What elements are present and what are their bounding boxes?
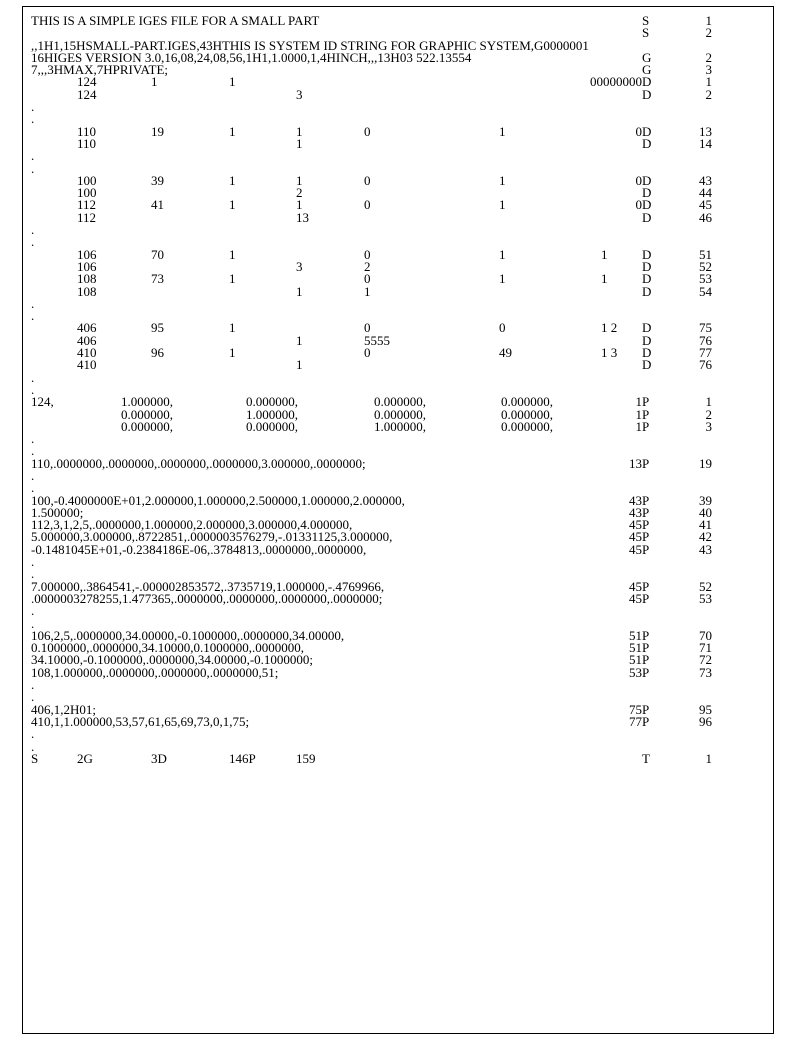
sequence-number: 70 bbox=[699, 627, 712, 643]
field: 1 bbox=[229, 123, 236, 139]
field: 0 bbox=[364, 123, 371, 139]
field: 146P bbox=[229, 750, 256, 766]
sequence-number: 76 bbox=[699, 357, 712, 373]
field: 3 bbox=[296, 86, 303, 102]
field: 0.000000, bbox=[501, 418, 553, 434]
listing-line bbox=[31, 713, 765, 729]
field: . bbox=[31, 467, 35, 483]
field: 0 bbox=[364, 197, 371, 213]
field: 73 bbox=[151, 271, 164, 287]
field: 1 2 bbox=[601, 320, 618, 336]
field: 19 bbox=[151, 123, 164, 139]
section-letter: D bbox=[642, 172, 652, 188]
field: 0.000000, bbox=[246, 394, 298, 410]
field: 2 bbox=[296, 185, 303, 201]
field: 0 bbox=[364, 246, 371, 262]
section-letter: D bbox=[642, 197, 652, 213]
field: . bbox=[31, 295, 35, 311]
sequence-number: 75 bbox=[699, 320, 712, 336]
field: 1 bbox=[229, 246, 236, 262]
field: . bbox=[31, 99, 35, 115]
listing-line bbox=[31, 258, 765, 274]
section-letter: D bbox=[642, 345, 652, 361]
field: 0.000000, bbox=[374, 406, 426, 422]
section-letter: P bbox=[642, 455, 650, 471]
field: 5555 bbox=[364, 332, 390, 348]
field: . bbox=[31, 308, 35, 324]
field: 108 bbox=[77, 283, 97, 299]
field: 5.000000,3.000000,.8722851,.0000003576279,-.01331125,3.000000, bbox=[31, 529, 393, 545]
field: 0.000000, bbox=[501, 406, 553, 422]
field: 1 bbox=[229, 172, 236, 188]
section-letter: P bbox=[642, 590, 650, 606]
sequence-number: 77 bbox=[699, 345, 712, 361]
listing-line bbox=[31, 64, 765, 76]
listing-line bbox=[31, 224, 765, 236]
section-letter: D bbox=[642, 320, 652, 336]
field: 45 bbox=[629, 529, 642, 545]
listing-line bbox=[31, 359, 765, 371]
field: . bbox=[31, 566, 35, 582]
sequence-number: 43 bbox=[699, 172, 712, 188]
field: 13 bbox=[629, 455, 642, 471]
section-letter: G bbox=[642, 49, 652, 65]
field: 1 bbox=[499, 246, 506, 262]
section-letter: S bbox=[642, 25, 650, 41]
field: 100,-0.4000000E+01,2.000000,1.000000,2.500000,1.000000,2.000000, bbox=[31, 492, 405, 508]
field: 95 bbox=[151, 320, 164, 336]
field: 1 bbox=[296, 332, 303, 348]
field: 0 bbox=[635, 172, 642, 188]
section-letter: S bbox=[642, 13, 650, 28]
field: 1 bbox=[499, 123, 506, 139]
sequence-number: 46 bbox=[699, 209, 712, 225]
field: 0.000000, bbox=[374, 394, 426, 410]
listing-line bbox=[31, 467, 765, 483]
field: 1 bbox=[296, 357, 303, 373]
field: 75 bbox=[629, 701, 642, 717]
field: . bbox=[31, 443, 35, 459]
listing-line bbox=[31, 246, 765, 262]
sequence-number: 2 bbox=[705, 406, 712, 422]
field: . bbox=[31, 726, 35, 742]
field: 1 bbox=[229, 271, 236, 287]
sequence-number: 13 bbox=[699, 123, 712, 139]
field: 13 bbox=[296, 209, 309, 225]
field: 110 bbox=[77, 135, 97, 151]
field: 410 bbox=[77, 345, 97, 361]
field: 45 bbox=[629, 541, 642, 557]
field: 108,1.000000,.0000000,.0000000,.0000000,51; bbox=[31, 664, 279, 680]
field: 406 bbox=[77, 332, 97, 348]
section-letter: P bbox=[642, 394, 650, 410]
section-letter: D bbox=[642, 271, 652, 287]
section-letter: D bbox=[642, 246, 652, 262]
sequence-number: 52 bbox=[699, 578, 712, 594]
field: 108 bbox=[77, 271, 97, 287]
sequence-number: 45 bbox=[699, 197, 712, 213]
field: . bbox=[31, 381, 35, 397]
sequence-number: 1 bbox=[705, 13, 712, 28]
field: 112 bbox=[77, 197, 97, 213]
field: 0 bbox=[364, 172, 371, 188]
field: -0.1481045E+01,-0.2384186E-06,.3784813,.0000000,.0000000, bbox=[31, 541, 367, 557]
field: 0 bbox=[364, 320, 371, 336]
listing-line bbox=[31, 679, 765, 691]
field: 1 bbox=[151, 74, 158, 90]
listing-line bbox=[31, 492, 765, 508]
field: 1 bbox=[635, 394, 642, 410]
field: 51 bbox=[629, 627, 642, 643]
field: . bbox=[31, 480, 35, 496]
listing-line bbox=[31, 199, 765, 211]
listing-line bbox=[31, 236, 765, 248]
field: 43 bbox=[629, 504, 642, 520]
section-letter: P bbox=[642, 640, 650, 656]
listing-line bbox=[31, 332, 765, 348]
field: 106,2,5,.0000000,34.00000,-0.1000000,.0000000,34.00000, bbox=[31, 627, 345, 643]
listing-line bbox=[31, 273, 765, 285]
field: 1.000000, bbox=[374, 418, 426, 434]
listing-line bbox=[31, 347, 765, 359]
listing-line bbox=[31, 433, 765, 445]
field: . bbox=[31, 738, 35, 754]
listing-line bbox=[31, 310, 765, 322]
sequence-number: 41 bbox=[699, 517, 712, 533]
listing-line bbox=[31, 135, 765, 151]
field: . bbox=[31, 234, 35, 250]
listing-line bbox=[31, 418, 765, 434]
sequence-number: 42 bbox=[699, 529, 712, 545]
document-page bbox=[22, 6, 774, 1034]
field: 1 bbox=[296, 197, 303, 213]
sequence-number: 2 bbox=[705, 25, 712, 41]
listing-line bbox=[31, 691, 765, 703]
field: 1 bbox=[499, 197, 506, 213]
field: 1 bbox=[364, 283, 371, 299]
field: 0.1000000,.0000000,34.10000,0.1000000,.0000000, bbox=[31, 640, 304, 656]
field: 1 bbox=[296, 283, 303, 299]
section-letter: D bbox=[642, 357, 652, 373]
section-letter: P bbox=[642, 627, 650, 643]
field: 77 bbox=[629, 713, 642, 729]
field: 3 bbox=[296, 258, 303, 274]
field: 51 bbox=[629, 640, 642, 656]
field: .0000003278255,1.477365,.0000000,.0000000,.0000000,.0000000; bbox=[31, 590, 383, 606]
field: ,,1H1,15HSMALL-PART.IGES,43HTHIS IS SYSTEM ID STRING FOR GRAPHIC SYSTEM,G0000001 bbox=[31, 37, 589, 53]
listing-line bbox=[31, 150, 765, 162]
field: 100 bbox=[77, 185, 97, 201]
field: 0 bbox=[635, 123, 642, 139]
field: 45 bbox=[629, 517, 642, 533]
section-letter: T bbox=[642, 750, 650, 766]
listing-line bbox=[31, 590, 765, 606]
field: 410,1,1.000000,53,57,61,65,69,73,0,1,75; bbox=[31, 713, 250, 729]
sequence-number: 71 bbox=[699, 640, 712, 656]
section-letter: D bbox=[642, 209, 652, 225]
sequence-number: 76 bbox=[699, 332, 712, 348]
field: 1 bbox=[296, 135, 303, 151]
field: 1.000000, bbox=[121, 394, 173, 410]
field: 0.000000, bbox=[501, 394, 553, 410]
listing-line bbox=[31, 295, 765, 311]
section-letter: D bbox=[642, 185, 652, 201]
field: . bbox=[31, 111, 35, 127]
field: 1 bbox=[499, 271, 506, 287]
field: . bbox=[31, 677, 35, 693]
listing-line bbox=[31, 605, 765, 617]
field: . bbox=[31, 369, 35, 385]
field: 0 bbox=[635, 197, 642, 213]
listing-line bbox=[31, 101, 765, 113]
sequence-number: 1 bbox=[705, 750, 712, 766]
listing-line bbox=[31, 86, 765, 102]
listing-line bbox=[31, 113, 765, 125]
section-letter: D bbox=[642, 123, 652, 139]
field: 410 bbox=[77, 357, 97, 373]
field: 1 bbox=[229, 74, 236, 90]
field: 124, bbox=[31, 394, 54, 410]
listing-line bbox=[31, 209, 765, 225]
field: 159 bbox=[296, 750, 316, 766]
sequence-number: 2 bbox=[705, 49, 712, 65]
field: 3D bbox=[151, 750, 167, 766]
listing-line bbox=[31, 750, 765, 766]
field: . bbox=[31, 431, 35, 447]
field: 45 bbox=[629, 578, 642, 594]
field: . bbox=[31, 615, 35, 631]
field: 1.500000; bbox=[31, 504, 84, 520]
sequence-number: 54 bbox=[699, 283, 712, 299]
sequence-number: 53 bbox=[699, 590, 712, 606]
field: 0.000000, bbox=[121, 406, 173, 422]
field: 0.000000, bbox=[246, 418, 298, 434]
section-letter: P bbox=[642, 713, 650, 729]
section-letter: D bbox=[642, 258, 652, 274]
field: 1 bbox=[635, 406, 642, 422]
field: 0 bbox=[364, 271, 371, 287]
field: 34.10000,-0.1000000,.0000000,34.00000,-0.1000000; bbox=[31, 652, 314, 668]
field: . bbox=[31, 554, 35, 570]
iges-listing bbox=[31, 15, 765, 765]
field: 1 bbox=[229, 345, 236, 361]
field: 124 bbox=[77, 86, 97, 102]
listing-line bbox=[31, 728, 765, 740]
listing-line bbox=[31, 187, 765, 199]
sequence-number: 53 bbox=[699, 271, 712, 287]
sequence-number: 43 bbox=[699, 541, 712, 557]
field: 70 bbox=[151, 246, 164, 262]
field: 1 3 bbox=[601, 345, 618, 361]
listing-line bbox=[31, 160, 765, 176]
section-letter: P bbox=[642, 664, 650, 680]
section-letter: D bbox=[642, 135, 652, 151]
section-letter: D bbox=[642, 86, 652, 102]
section-letter: P bbox=[642, 529, 650, 545]
field: . bbox=[31, 603, 35, 619]
field: 110,.0000000,.0000000,.0000000,.0000000,3.000000,.0000000; bbox=[31, 455, 366, 471]
sequence-number: 3 bbox=[705, 418, 712, 434]
field: . bbox=[31, 148, 35, 164]
listing-line bbox=[31, 15, 765, 27]
field: 0 bbox=[499, 320, 506, 336]
section-letter: D bbox=[642, 283, 652, 299]
field: 2G bbox=[77, 750, 93, 766]
field: 39 bbox=[151, 172, 164, 188]
field: 1 bbox=[499, 172, 506, 188]
field: 1 bbox=[635, 418, 642, 434]
section-letter: P bbox=[642, 517, 650, 533]
field: 96 bbox=[151, 345, 164, 361]
field: 1.000000, bbox=[246, 406, 298, 422]
field: 16HIGES VERSION 3.0,16,08,24,08,56,1H1,1.0000,1,4HINCH,,,13H03 522.13554 bbox=[31, 49, 472, 65]
listing-line bbox=[31, 556, 765, 568]
field: 1 bbox=[229, 320, 236, 336]
sequence-number: 52 bbox=[699, 258, 712, 274]
field: 1 bbox=[601, 246, 608, 262]
sequence-number: 95 bbox=[699, 701, 712, 717]
sequence-number: 51 bbox=[699, 246, 712, 262]
field: 406 bbox=[77, 320, 97, 336]
section-letter: D bbox=[642, 332, 652, 348]
listing-line bbox=[31, 123, 765, 139]
section-letter: D bbox=[642, 74, 652, 90]
listing-line bbox=[31, 369, 765, 385]
listing-line bbox=[31, 172, 765, 188]
field: 00000000 bbox=[590, 74, 642, 90]
field: S bbox=[31, 750, 39, 766]
section-letter: G bbox=[642, 62, 652, 78]
section-letter: P bbox=[642, 418, 650, 434]
section-letter: P bbox=[642, 701, 650, 717]
field: 41 bbox=[151, 197, 164, 213]
listing-line bbox=[31, 322, 765, 334]
field: THIS IS A SIMPLE IGES FILE FOR A SMALL PART bbox=[31, 13, 320, 28]
field: 43 bbox=[629, 492, 642, 508]
sequence-number: 72 bbox=[699, 652, 712, 668]
field: 100 bbox=[77, 172, 97, 188]
listing-line bbox=[31, 455, 765, 471]
section-letter: P bbox=[642, 406, 650, 422]
field: 7,,,3HMAX,7HPRIVATE; bbox=[31, 62, 168, 78]
listing-line bbox=[31, 541, 765, 557]
field: 1 bbox=[601, 271, 608, 287]
field: 0.000000, bbox=[121, 418, 173, 434]
sequence-number: 1 bbox=[705, 74, 712, 90]
field: 49 bbox=[499, 345, 512, 361]
sequence-number: 39 bbox=[699, 492, 712, 508]
field: . bbox=[31, 689, 35, 705]
sequence-number: 14 bbox=[699, 135, 712, 151]
field: 0 bbox=[364, 345, 371, 361]
field: 45 bbox=[629, 590, 642, 606]
section-letter: P bbox=[642, 652, 650, 668]
listing-line bbox=[31, 664, 765, 680]
sequence-number: 96 bbox=[699, 713, 712, 729]
sequence-number: 73 bbox=[699, 664, 712, 680]
sequence-number: 1 bbox=[705, 394, 712, 410]
field: 112 bbox=[77, 209, 97, 225]
section-letter: P bbox=[642, 578, 650, 594]
field: . bbox=[31, 222, 35, 238]
sequence-number: 19 bbox=[699, 455, 712, 471]
field: 110 bbox=[77, 123, 97, 139]
field: 406,1,2H01; bbox=[31, 701, 96, 717]
field: 53 bbox=[629, 664, 642, 680]
field: 51 bbox=[629, 652, 642, 668]
listing-line bbox=[31, 76, 765, 88]
sequence-number: 2 bbox=[705, 86, 712, 102]
field: 7.000000,.3864541,-.000002853572,.3735719,1.000000,-.4769966, bbox=[31, 578, 385, 594]
sequence-number: 3 bbox=[705, 62, 712, 78]
listing-line bbox=[31, 738, 765, 754]
field: . bbox=[31, 160, 35, 176]
section-letter: P bbox=[642, 492, 650, 508]
sequence-number: 44 bbox=[699, 185, 712, 201]
field: 106 bbox=[77, 246, 97, 262]
field: 112,3,1,2,5,.0000000,1.000000,2.000000,3.000000,4.000000, bbox=[31, 517, 353, 533]
field: 2 bbox=[364, 258, 371, 274]
field: 106 bbox=[77, 258, 97, 274]
sequence-number: 40 bbox=[699, 504, 712, 520]
listing-line bbox=[31, 283, 765, 299]
field: 124 bbox=[77, 74, 97, 90]
field: 1 bbox=[229, 197, 236, 213]
field: 1 bbox=[296, 123, 303, 139]
field: 1 bbox=[296, 172, 303, 188]
section-letter: P bbox=[642, 504, 650, 520]
section-letter: P bbox=[642, 541, 650, 557]
